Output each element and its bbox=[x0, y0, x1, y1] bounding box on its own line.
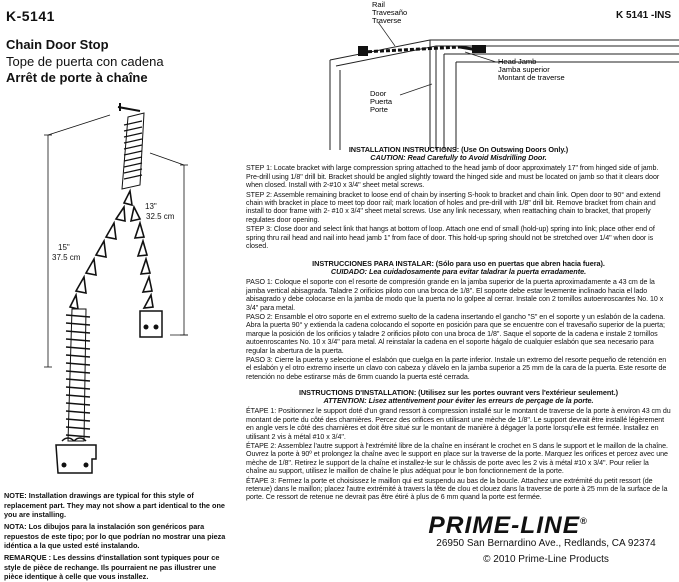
step-3-es: PASO 3: Cierre la puerta y seleccione el eslabón que cuelga en la parte inferior. Instale un extremo del resorte pequeño de retención en el eslabón y el otro extremo inserte un clavo con cabeza y clávelo en la jamba superior a 25 mm de la cara de la puerta. Este resorte de retención no debe estirarse más de 6mm cuando la puerta esté cerrada. bbox=[246, 356, 667, 381]
model-number: K-5141 bbox=[6, 8, 55, 24]
upper-bracket-icon bbox=[140, 311, 162, 337]
dimension-15-metric: 37.5 cm bbox=[52, 253, 81, 262]
step-3-fr: ÉTAPE 3: Fermez la porte et choisissez le maillon qui est suspendu au bas de la boucle. Attachez une extrémité du petit ressort (de retenue) dans le maillon; placez l'autre extrémité à travers la tête de clou et clouez dans la traverse de porte à 25 mm de la surface de la porte. Ce ressort de retenue ne devrait pas être étiré à plus de 6 mm quand la porte est fermée. bbox=[246, 476, 668, 502]
note-french: REMARQUE : Les dessins d'installation sont typiques pour ce style de pièce de rechange. Ils pourraient ne pas illustrer une pièce identique à celle que vous installez. bbox=[4, 553, 220, 582]
step-1-en: STEP 1: Locate bracket with large compression spring attached to the head jamb of door approximately 17" from hinged side of jamb. Pre-drill using 1/8" drill bit. Bracket should be angled slightly toward the hinged side and must be located on jamb so that it clears door when closed. Install with 2-#10 x 3/4" sheet metal screws. bbox=[246, 164, 660, 190]
instructions-spanish bbox=[246, 260, 671, 382]
rail-label-fr: Traverse bbox=[372, 16, 402, 25]
title-french: Arrêt de porte à chaîne bbox=[6, 70, 148, 85]
door-label-es: Puerta bbox=[370, 97, 393, 106]
dimension-15-label: 15" bbox=[58, 243, 70, 252]
door-label: Door bbox=[370, 89, 387, 98]
instructions-english bbox=[246, 146, 671, 251]
door-frame-diagram bbox=[260, 0, 679, 150]
step-2-es: PASO 2: Ensamble el otro soporte en el extremo suelto de la cadena insertando el gancho "S" en el soporte y un eslabón de la cadena. Abra la puerta 90° y extienda la cadena colocando el soporte en posición para que se encuentre con el travesaño superior de la puerta; marque la posición de los orificios y taladre 2 orificios piloto con una broca de 1/8". Saque el soporte de la cadena e instale 2 tornillos autoenroscantes No. 10 x 3/4" para metal. Al reinstalar la cadena en el soporte hágalo de cualquier eslabón que sea necesario para regular la abertura de la puerta. bbox=[246, 313, 666, 355]
note-english: NOTE: Installation drawings are typical for this style of replacement part. They may not show a part identical to the one you are installing. bbox=[4, 491, 225, 520]
instructions-heading-fr: INSTRUCTIONS D'INSTALLATION: (Utilisez sur les portes ouvrant vers l'extérieur seulement.) bbox=[298, 388, 618, 397]
brand-name: PRIME-LINE bbox=[428, 512, 581, 539]
lower-bracket-icon bbox=[56, 438, 96, 473]
compression-spring-icon bbox=[66, 309, 90, 441]
dimension-13-label: 13" bbox=[145, 202, 157, 211]
instructions-heading-en: INSTALLATION INSTRUCTIONS: (Use On Outswing Doors Only.) bbox=[348, 145, 569, 154]
rail-label-es: Travesaño bbox=[372, 8, 408, 17]
company-address: 26950 San Bernardino Ave., Redlands, CA 92374 bbox=[436, 538, 656, 549]
chain-links bbox=[70, 191, 153, 309]
holdup-spring-icon bbox=[122, 113, 144, 189]
dimension-lines bbox=[44, 115, 188, 367]
prime-line-logo bbox=[428, 512, 587, 540]
nail-icon bbox=[118, 103, 140, 111]
caution-en: CAUTION: Read Carefully to Avoid Misdrilling Door. bbox=[370, 153, 547, 163]
jamb-label-fr: Montant de traverse bbox=[498, 73, 565, 82]
step-3-en: STEP 3: Close door and select link that hangs at bottom of loop. Attach one end of small (hold-up) spring into link; place other end of spring thru rail head and nail into head jamb 1" from face of door. This hold-up spring should not be stretched over 1/4" when door is closed. bbox=[246, 225, 655, 251]
caution-es: CUIDADO: Lea cuidadosamente para evitar taladrar la puerta erradamente. bbox=[330, 267, 587, 277]
step-1-fr: ÉTAPE 1: Positionnez le support doté d'un grand ressort à compression installé sur le montant de traverse de la porte à environ 43 cm du montant de porte du côté des charnières. Percez des orifices en utilisant une mèche de 1/8". Le support devrait être installé légèrement en angle vers le côté des charnières et doit être situé sur le montant de manière à dégager la porte lorsqu'elle est fermée. Installez en utilisant 2 vis à métal #10 x 3/4". bbox=[246, 407, 671, 441]
rail-label: Rail bbox=[372, 0, 385, 9]
jamb-label: Head Jamb bbox=[498, 57, 537, 66]
title-spanish: Tope de puerta con cadena bbox=[6, 54, 164, 69]
note-spanish: NOTA: Los dibujos para la instalación son genéricos para repuestos de este tipo; por lo que podrían no mostrar una pieza idéntica a la que usted esté instalando. bbox=[4, 522, 226, 551]
jamb-label-es: Jamba superior bbox=[498, 65, 550, 74]
door-label-fr: Porte bbox=[370, 105, 388, 114]
instructions-french bbox=[246, 389, 671, 503]
title-english: Chain Door Stop bbox=[6, 37, 109, 52]
step-2-en: STEP 2: Assemble remaining bracket to loose end of chain by inserting S-hook to bracket and chain link. Open door to 90° and extend chain with bracket in place to meet top door rail; mark location of holes and pre-drill with 1/8" drill bit. Remove bracket from chain and install to door frame with 2- #10 x 3/4" sheet metal screws. Use any link necessary, when reattaching chain to bracket, that properly regulates door opening. bbox=[246, 190, 661, 224]
step-1-es: PASO 1: Coloque el soporte con el resorte de compresión grande en la jamba superior de la puerta aproximadamente a 43 cm de la jamba vertical abisagrada. Taladre 2 orificios piloto con una broca de 1/8". El soporte debe estar levemente inclinado hacia el lado abisagrado y debe colocarse en la jamba de modo que la puerta no lo golpee al cerrar. Instale con 2 tornillos autoenroscantes No. 10 x 3/4" para metal. bbox=[246, 278, 664, 312]
document-code: K 5141 -INS bbox=[615, 10, 671, 21]
caution-fr: ATTENTION: Lisez attentivement pour éviter les erreurs de perçage de la porte. bbox=[323, 396, 594, 406]
copyright: © 2010 Prime-Line Products bbox=[483, 554, 609, 565]
dimension-13-metric: 32.5 cm bbox=[146, 212, 175, 221]
chain-stop-diagram bbox=[0, 95, 250, 490]
instructions-heading-es: INSTRUCCIONES PARA INSTALAR: (Sólo para uso en puertas que abren hacia fuera). bbox=[312, 259, 605, 268]
step-2-fr: ÉTAPE 2: Assemblez l'autre support à l'extrémité libre de la chaîne en insérant le crochet en S dans le support et le maillon de la chaîne. Ouvrez la porte à 90º et prolongez la chaîne avec le support en place sur la traverse de la porte. Marquez les orifices et percez avec une mèche de 1/8". Retirez le support de la chaîne et installez-le sur le châssis de porte avec les 2 vis à métal #10 x 3/4". Pour relier la chaîne au support, utilisez le maillon de chaîne le plus adéquat pour le bon fonctionnement de la porte. bbox=[246, 442, 668, 476]
registered-mark: ® bbox=[580, 516, 588, 526]
